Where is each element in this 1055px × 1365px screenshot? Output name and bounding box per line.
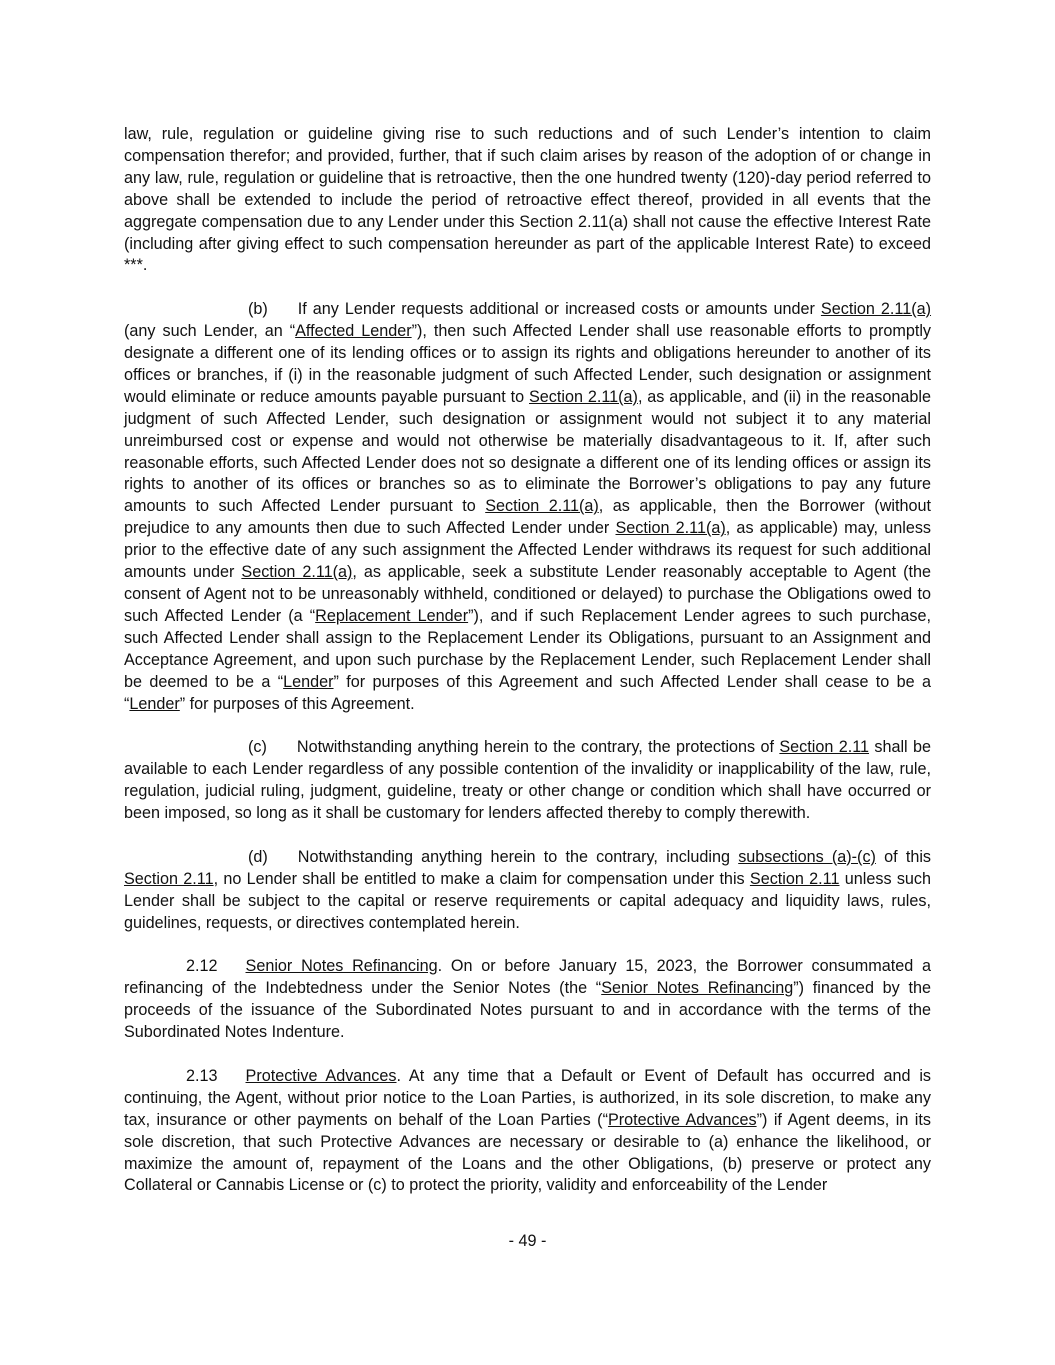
section-reference: Section 2.11(a) [615, 519, 726, 538]
defined-term: Protective Advances [607, 1110, 757, 1129]
paragraph-2-11-b: (b) If any Lender requests additional or increased costs or amounts under Section 2.11(a) (any such Lender, an “Affected Lender”), then such Affected Lender shall use reasonable efforts to promptly designate a different one of its lending offices or to assign its rights and obligations hereunder to another of its offices or branches, if (i) in the reasonable judgment of such Affected Lender, such designation or assignment would eliminate or reduce amounts payable pursuant to Section 2.11(a), as applicable, and (ii) in the reasonable judgment of such Affected Lender, such designation or assignment would not subject it to any material unreimbursed cost or expense and would not otherwise be materially disadvantageous to it. If, after such reasonable efforts, such Affected Lender does not so designate a different one of its lending offices or assign its rights to another of its offices or branches so as to eliminate the Borrower’s obligations to pay any future amounts to such Affected Lender pursuant to Section 2.11(a), as applicable, then the Borrower (without prejudice to any amounts then due to such Affected Lender under Section 2.11(a), as applicable) may, unless prior to the effective date of any such assignment the Affected Lender withdraws its request for such additional amounts under Section 2.11(a), as applicable, seek a substitute Lender reasonably acceptable to Agent (the consent of Agent not to be unreasonably withheld, conditioned or delayed) to purchase the Obligations owed to such Affected Lender (a “Replacement Lender”), and if such Replacement Lender agrees to such purchase, such Affected Lender shall assign to the Replacement Lender its Obligations, pursuant to an Assignment and Acceptance Agreement, and upon such purchase by the Replacement Lender, such Replacement Lender shall be deemed to be a “Lender” for purposes of this Agreement and such Affected Lender shall cease to be a “Lender” for purposes of this Agreement. [124, 300, 932, 713]
defined-term: Senior Notes Refinancing [601, 979, 794, 998]
defined-term: Replacement Lender [315, 606, 469, 625]
section-reference: Section 2.11(a) [529, 387, 638, 406]
document-page [124, 124, 931, 1197]
section-2-13: 2.13 Protective Advances. At any time that a Default or Event of Default has occurred and is continuing, the Agent, without prior notice to the Loan Parties, is authorized, in its sole discretion, to make any tax, insurance or other payments on behalf of the Loan Parties (“Protective Advances”) if Agent deems, in its sole discretion, that such Protective Advances are necessary or desirable to (a) enhance the likelihood, or maximize the amount of, repayment of the Loans and the other Obligations, (b) preserve or protect any Collateral or Cannabis License or (c) to protect the priority, validity and enforceability of the Lender [124, 1066, 932, 1195]
section-reference: Section 2.11(a) [820, 300, 932, 319]
section-reference: subsections (a)-(c) [738, 847, 876, 866]
defined-term: Affected Lender [295, 322, 412, 341]
section-reference: Section 2.11 [779, 738, 870, 757]
section-number: 2.13 [186, 1066, 218, 1085]
paragraph-label: (d) [248, 847, 268, 866]
paragraph-label: (b) [248, 300, 268, 319]
paragraph-label: (c) [248, 738, 267, 757]
section-2-12: 2.12 Senior Notes Refinancing. On or before January 15, 2023, the Borrower consummated a refinancing of the Indebtedness under the Senior Notes (the “Senior Notes Refinancing”) financed by the proceeds of the issuance of the Subordinated Notes pursuant to and in accordance with the terms of the Subordinated Notes Indenture. [124, 957, 931, 1042]
page-number: - 49 - [508, 1232, 547, 1250]
paragraph-2-11-c: (c) Notwithstanding anything herein to the contrary, the protections of Section 2.11 shall be available to each Lender regardless of any possible contention of the invalidity or inapplicability of the law, rule, regulation, judicial ruling, judgment, guideline, treaty or other change or condition which shall have occurred or been imposed, so long as it shall be customary for lenders affected thereby to comply therewith. [124, 738, 932, 823]
section-reference: Section 2.11 [749, 869, 840, 888]
paragraph-2-11-d: (d) Notwithstanding anything herein to the contrary, including subsections (a)-(c) of this Section 2.11, no Lender shall be entitled to make a claim for compensation under this Section 2.11 unless such Lender shall be subject to the capital or reserve requirements or capital adequacy and liquidity laws, rules, guidelines, requests, or directives contemplated herein. [124, 847, 932, 932]
section-heading: Protective Advances [245, 1066, 397, 1085]
section-reference: Section 2.11(a) [485, 497, 599, 516]
section-heading: Senior Notes Refinancing [245, 957, 438, 976]
defined-term: Lender [283, 672, 334, 691]
section-reference: Section 2.11 [124, 869, 214, 888]
section-reference: Section 2.11(a) [241, 563, 353, 582]
paragraph-text: law, rule, regulation or guideline giving rise to such reductions and of such Lender’s intention to claim compensation therefor; and provided, further, that if such claim arises by reason of the adoption of or change in any law, rule, regulation or guideline that is retroactive, then the one hundred twenty (120)-day period referred to above shall be extended to include the period of retroactive effect thereof, provided in all events that the aggregate compensation due to any Lender under this Section 2.11(a) shall not cause the effective Interest Rate (including after giving effect to such compensation hereunder as part of the applicable Interest Rate) to exceed ***. [124, 125, 931, 275]
section-number: 2.12 [186, 957, 218, 976]
paragraph-continuation [124, 124, 931, 277]
defined-term: Lender [129, 694, 180, 713]
